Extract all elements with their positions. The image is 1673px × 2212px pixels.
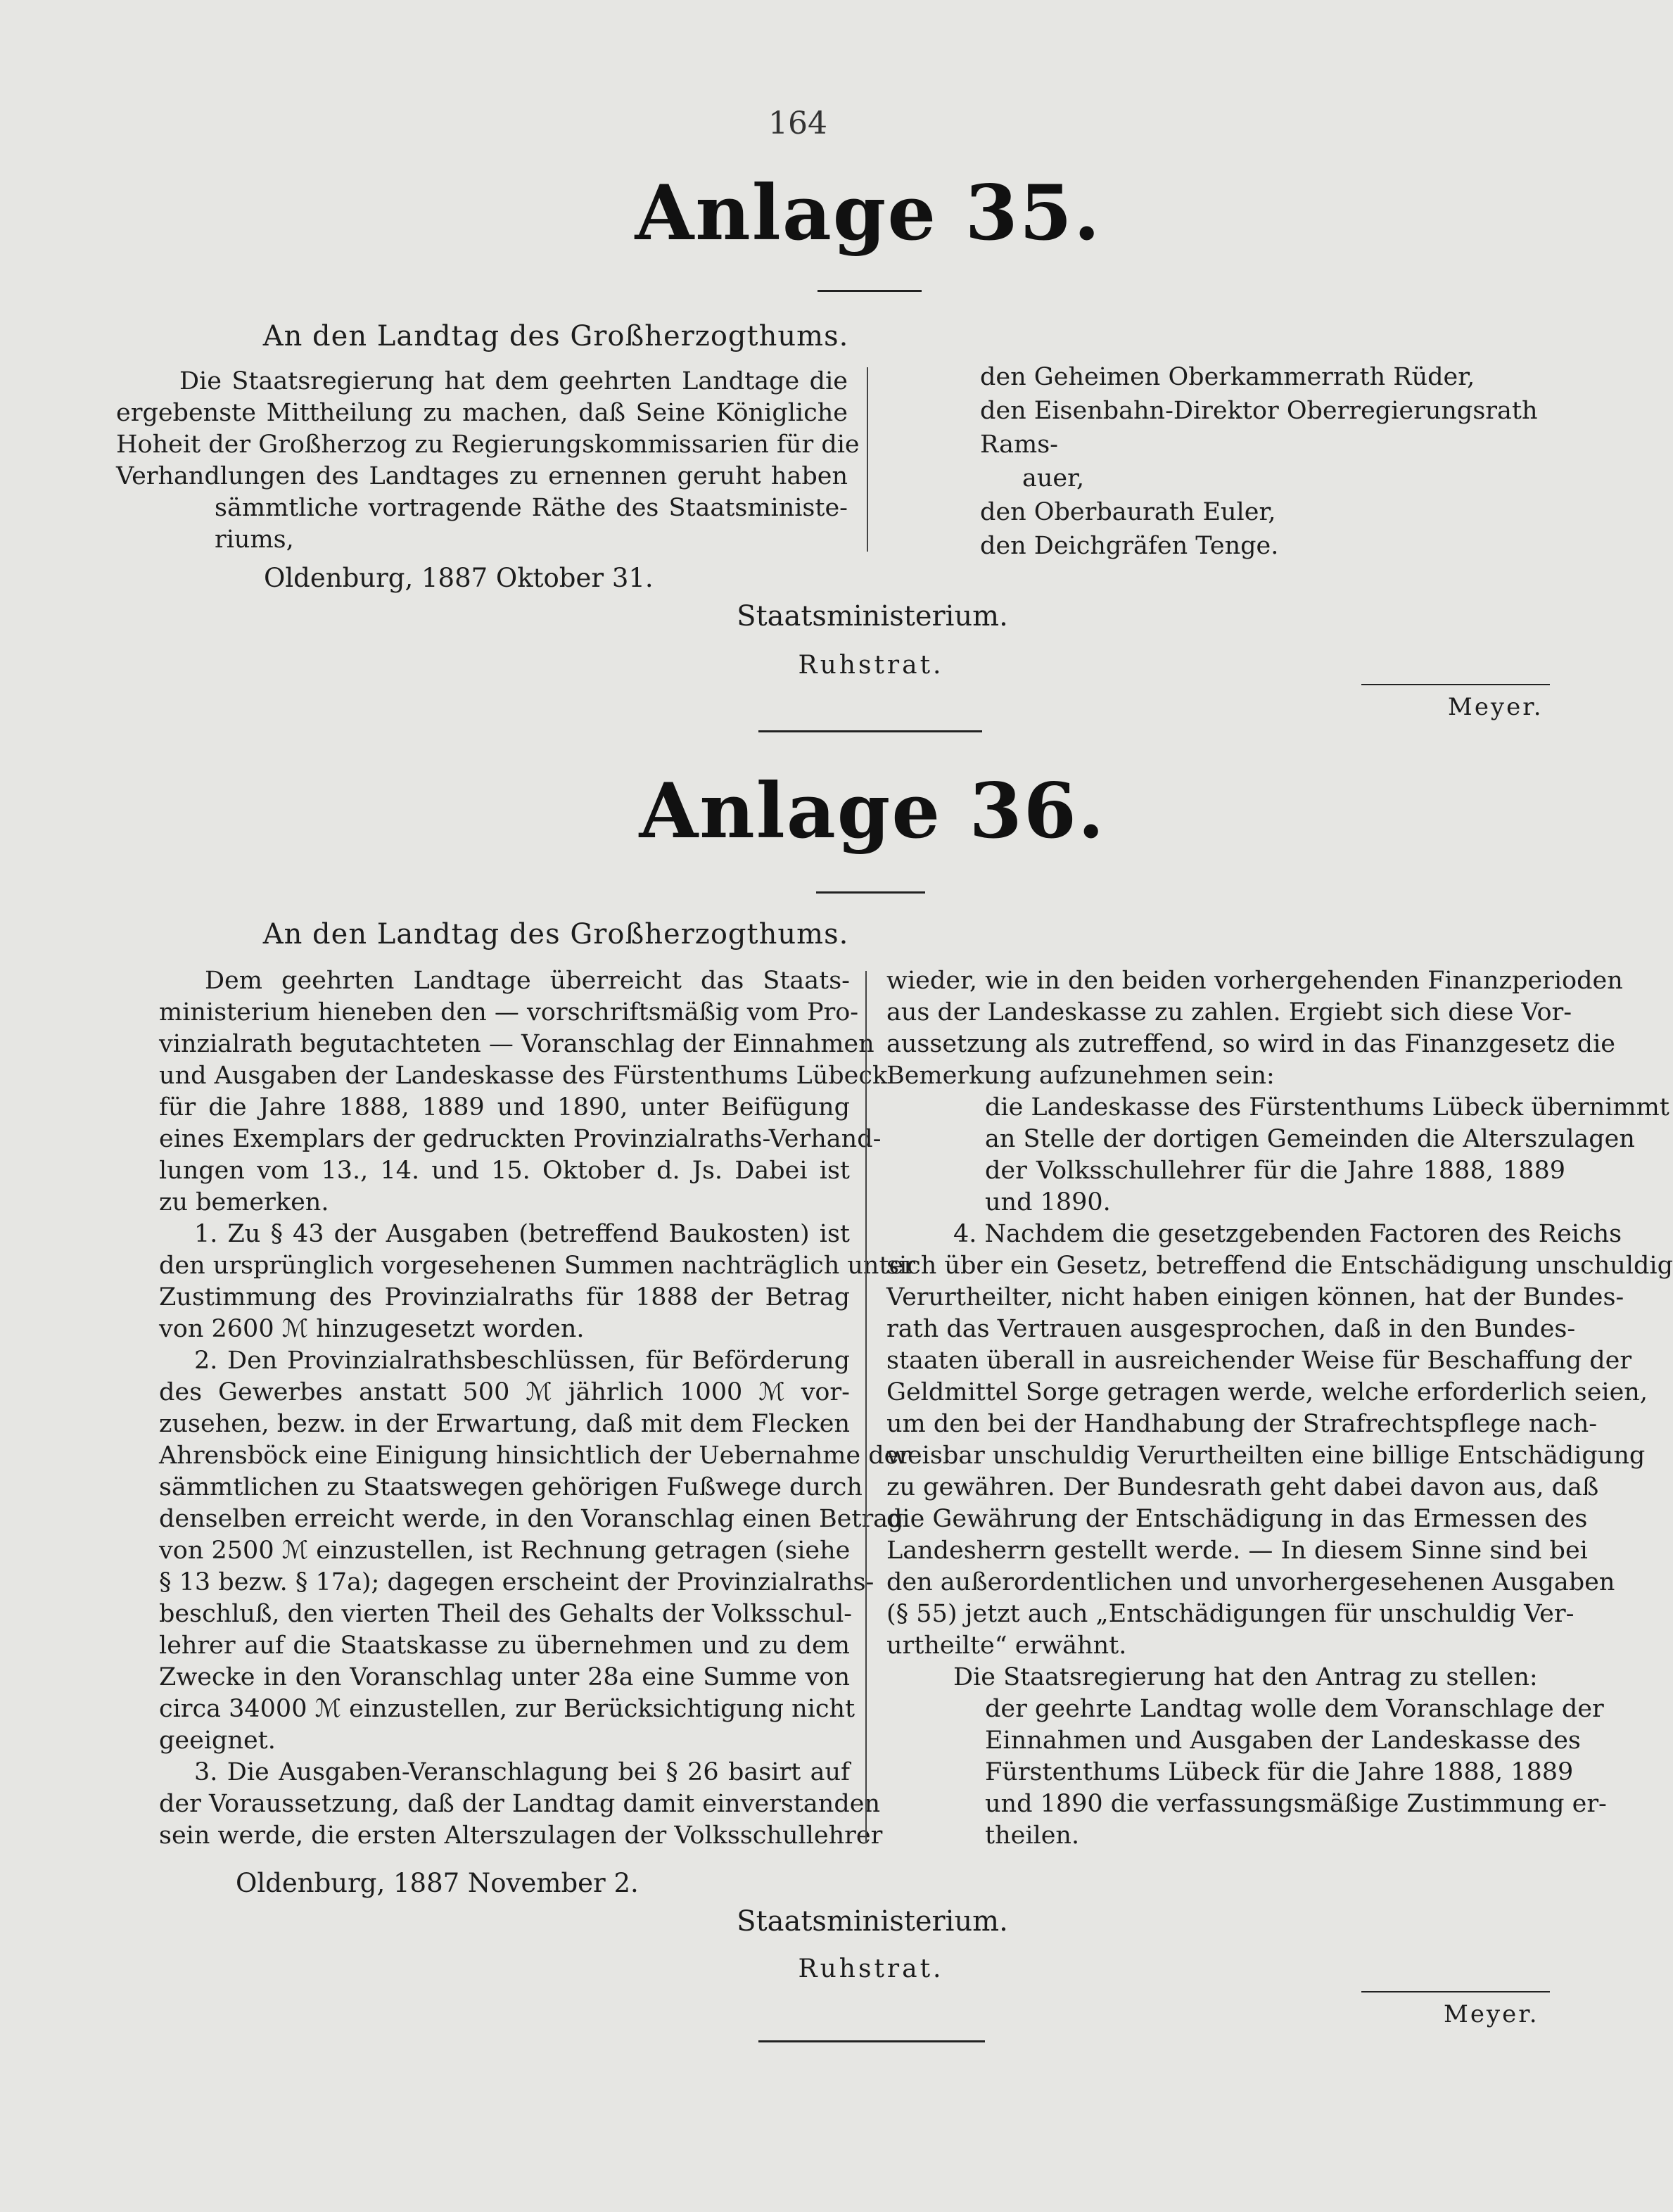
column-divider [867,367,868,552]
paragraph-3 [159,1757,883,1852]
text-line: Geldmittel Sorge getragen werde, welche erforderlich seien, [886,1378,1648,1406]
text-line: circa 34000 ℳ einzustellen, zur Berücksichtigung nicht [159,1695,855,1723]
countersign-rule [1361,684,1550,685]
text-line: vinzialrath begutachteten — Voranschlag der Einnahmen [159,1030,874,1058]
paragraph-2 [159,1345,911,1757]
text-line: lehrer auf die Staatskasse zu übernehmen und zu dem [159,1632,850,1660]
text-line: sämmtliche vortragende Räthe des Staatsministe- [215,494,848,522]
text-line: und Ausgaben der Landeskasse des Fürstenthums Lübeck [159,1062,888,1090]
text-line: beschluß, den vierten Theil des Gehalts der Volksschul- [159,1600,853,1628]
text-line: zusehen, bezw. in der Erwartung, daß mit dem Flecken [159,1410,850,1438]
text-line: den außerordentlichen und unvorhergesehenen Ausgaben [886,1568,1615,1596]
anlage-36-signature-name: Ruhstrat. [798,1954,944,1983]
text-line: Zwecke in den Voranschlag unter 28a eine Summe von [159,1663,850,1691]
anlage-35-left-column [116,366,860,556]
text-line: die Landeskasse des Fürstenthums Lübeck übernimmt [985,1093,1669,1121]
text-line: § 13 bezw. § 17a); dagegen erscheint der Provinzialraths- [159,1568,874,1596]
text-line: zu gewähren. Der Bundesrath geht dabei davon aus, daß [886,1473,1599,1501]
paragraph-3-continued [886,965,1623,1092]
text-line: ministerium hieneben den — vorschriftsmäßig vom Pro- [159,998,859,1026]
anlage-36-countersign: Meyer. [1444,2000,1539,2028]
text-line: aussetzung als zutreffend, so wird in das Finanzgesetz die [886,1030,1615,1058]
anlage-35-addressee: An den Landtag des Großherzogthums. [262,320,849,352]
column-divider [865,971,867,1843]
text-line: um den bei der Handhabung der Strafrechtspflege nach- [886,1410,1598,1438]
text-line: 3. Die Ausgaben-Veranschlagung bei § 26 basirt auf [194,1758,850,1786]
text-line: ergebenste Mittheilung zu machen, daß Seine Königliche [116,399,848,427]
text-line: von 2600 ℳ hinzugesetzt worden. [159,1315,585,1343]
text-line: 1. Zu § 43 der Ausgaben (betreffend Baukosten) ist [194,1220,850,1248]
countersign-rule [1361,1991,1550,1992]
text-line: weisbar unschuldig Verurtheilten eine billige Entschädigung [886,1442,1646,1470]
text-line: Verhandlungen des Landtages zu ernennen geruht haben [116,462,848,490]
quoted-motion [886,1693,1607,1852]
text-line: den ursprünglich vorgesehenen Summen nachträglich unter [159,1252,915,1280]
commissioner-name: den Eisenbahn-Direktor Oberregierungsrath Rams- [980,397,1538,459]
anlage-35-heading: Anlage 35. [635,169,1102,258]
text-line: an Stelle der dortigen Gemeinden die Alterszulagen [985,1125,1635,1153]
text-line: rath das Vertrauen ausgesprochen, daß in den Bundes- [886,1315,1576,1343]
anlage-35-heading-rule [818,290,922,292]
section-separator-rule [758,730,982,732]
anlage-36-left-column [159,965,915,1852]
text-line: aus der Landeskasse zu zahlen. Ergiebt sich diese Vor- [886,998,1572,1026]
text-line: und 1890 die verfassungsmäßige Zustimmung er- [985,1790,1607,1818]
page-number: 164 [768,106,827,141]
text-line: Fürstenthums Lübeck für die Jahre 1888, 1889 [985,1758,1574,1786]
text-line: Ahrensböck eine Einigung hinsichtlich der Uebernahme der [159,1442,911,1470]
text-line: theilen. [985,1822,1080,1850]
commissioner-name-continued: auer, [1022,464,1085,492]
text-line: der geehrte Landtag wolle dem Voranschlage der [985,1695,1604,1723]
text-line: lungen vom 13., 14. und 15. Oktober d. Js. Dabei ist [159,1157,850,1185]
text-line: Bemerkung aufzunehmen sein: [886,1062,1275,1090]
text-line: von 2500 ℳ einzustellen, ist Rechnung getragen (siehe [159,1537,851,1565]
text-line: zu bemerken. [159,1188,329,1216]
paragraph-1 [159,1219,915,1345]
text-line: Hoheit der Großherzog zu Regierungskommissarien für die [116,431,860,459]
anlage-36-heading: Anlage 36. [639,767,1106,856]
text-line: der Voraussetzung, daß der Landtag damit einverstanden [159,1790,880,1818]
text-line: des Gewerbes anstatt 500 ℳ jährlich 1000 ℳ vor- [159,1378,850,1406]
text-line: Zustimmung des Provinzialraths für 1888 der Betrag [159,1283,850,1311]
text-line: Landesherrn gestellt werde. — In diesem Sinne sind bei [886,1537,1588,1565]
anlage-36-date: Oldenburg, 1887 November 2. [236,1868,639,1898]
paragraph-4 [886,1219,1673,1662]
anlage-36-addressee: An den Landtag des Großherzogthums. [262,918,849,951]
anlage-35-signature-name: Ruhstrat. [798,651,944,680]
text-line: staaten überall in ausreichender Weise für Beschaffung der [886,1347,1632,1375]
anlage-36-heading-rule [816,891,925,894]
text-line: sich über ein Gesetz, betreffend die Entschädigung unschuldig [886,1252,1673,1280]
paragraph-intro [159,965,888,1219]
text-line: Die Staatsregierung hat den Antrag zu stellen: [953,1663,1538,1691]
motion-intro [886,1662,1565,1693]
text-line: urtheilte“ erwähnt. [886,1632,1127,1660]
text-line: 2. Den Provinzialrathsbeschlüssen, für Beförderung [194,1347,850,1375]
anlage-36-signature-org: Staatsministerium. [737,1905,1008,1938]
commissioner-name: den Deichgräfen Tenge. [980,532,1279,560]
text-line: denselben erreicht werde, in den Voranschlag einen Betrag [159,1505,904,1533]
end-rule [758,2040,985,2042]
text-line: wieder, wie in den beiden vorhergehenden Finanzperioden [886,967,1623,995]
text-line: riums, [215,526,294,554]
commissioner-name: den Geheimen Oberkammerrath Rüder, [980,363,1475,391]
text-line: sein werde, die ersten Alterszulagen der Volksschullehrer [159,1822,883,1850]
quoted-remark [886,1092,1669,1219]
text-line: eines Exemplars der gedruckten Provinzialraths-Verhand- [159,1125,882,1153]
text-line: und 1890. [985,1188,1111,1216]
text-line: Einnahmen und Ausgaben der Landeskasse des [985,1727,1581,1755]
text-line: Die Staatsregierung hat dem geehrten Landtage die [179,367,848,395]
anlage-36-right-column [886,965,1673,1852]
text-line: Dem geehrten Landtage überreicht das Staats- [205,967,850,995]
text-line: Verurtheilter, nicht haben einigen können, hat der Bundes- [886,1283,1624,1311]
anlage-35-countersign: Meyer. [1448,693,1544,721]
text-line: geeignet. [159,1727,276,1755]
commissioner-name: den Oberbaurath Euler, [980,498,1276,526]
text-line: (§ 55) jetzt auch „Entschädigungen für unschuldig Ver- [886,1600,1575,1628]
anlage-35-date: Oldenburg, 1887 Oktober 31. [264,563,654,593]
text-line: sämmtlichen zu Staatswegen gehörigen Fußwege durch [159,1473,863,1501]
text-line: 4. Nachdem die gesetzgebenden Factoren des Reichs [953,1220,1622,1248]
anlage-35-commissioners-list [980,360,1543,563]
text-line: der Volksschullehrer für die Jahre 1888, 1889 [985,1157,1565,1185]
text-line: für die Jahre 1888, 1889 und 1890, unter Beifügung [159,1093,850,1121]
anlage-35-signature-org: Staatsministerium. [737,600,1008,633]
text-line: die Gewährung der Entschädigung in das Ermessen des [886,1505,1588,1533]
